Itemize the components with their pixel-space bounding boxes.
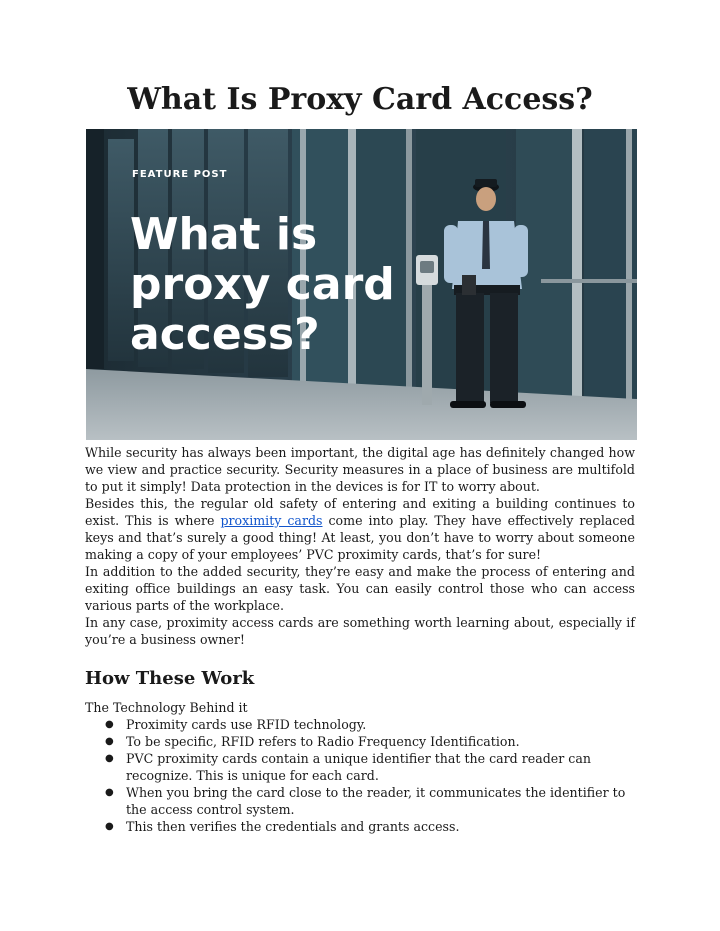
proximity-cards-link[interactable]: proximity cards	[220, 513, 323, 528]
list-item-text: Proximity cards use RFID technology.	[126, 717, 367, 732]
paragraph-3: In addition to the added security, they’re easy and make the process of entering and exiting office buildings an easy task. You can easily control those who can access various parts of the workplace.	[85, 564, 635, 613]
list-item-text: When you bring the card close to the reader, it communicates the identifier to the access control system.	[126, 785, 626, 817]
bullet-icon: ●	[105, 821, 114, 832]
list-item	[85, 716, 635, 733]
list-item-text: To be specific, RFID refers to Radio Frequency Identification.	[126, 734, 520, 749]
bullet-list	[85, 716, 635, 835]
bullet-icon: ●	[105, 787, 114, 798]
list-item	[85, 733, 635, 750]
hero-title-line-3: access?	[130, 309, 320, 360]
list-item	[85, 818, 635, 835]
hero-tag: FEATURE POST	[132, 169, 228, 180]
hero-image	[86, 129, 637, 440]
paragraph-2-end: come into play. They have effectively replaced keys and that’s surely a good thing! At least, you don’t have to worry about someone making a copy of your employees’ PVC proximity cards, that’s for sure!	[85, 513, 635, 562]
list-item-text: PVC proximity cards contain a unique identifier that the card reader can recognize. This is unique for each card.	[126, 751, 591, 783]
list-item	[85, 750, 635, 784]
section-heading: How These Work	[85, 668, 255, 689]
paragraph-2	[85, 495, 635, 563]
bullet-icon: ●	[105, 736, 114, 747]
bullet-icon: ●	[105, 753, 114, 764]
bullet-icon: ●	[105, 719, 114, 730]
hero-title-line-2: proxy card	[130, 259, 395, 310]
paragraph-1: While security has always been important, the digital age has definitely changed how we view and practice security. Security measures in a place of business are multifold to put it simply! Data protection in the devices is for IT to worry about.	[85, 445, 635, 494]
paragraph-2-start: Besides this, the regular old safety of entering and exiting a building continues to exist. This is where	[85, 496, 635, 528]
intro-text	[85, 444, 635, 648]
list-item	[85, 784, 635, 818]
page-title: What Is Proxy Card Access?	[127, 82, 593, 117]
section-subheading: The Technology Behind it	[85, 700, 248, 715]
hero-title-line-1: What is	[130, 209, 318, 260]
paragraph-4: In any case, proximity access cards are something worth learning about, especially if you’re a business owner!	[85, 615, 635, 647]
list-item-text: This then verifies the credentials and grants access.	[126, 819, 460, 834]
